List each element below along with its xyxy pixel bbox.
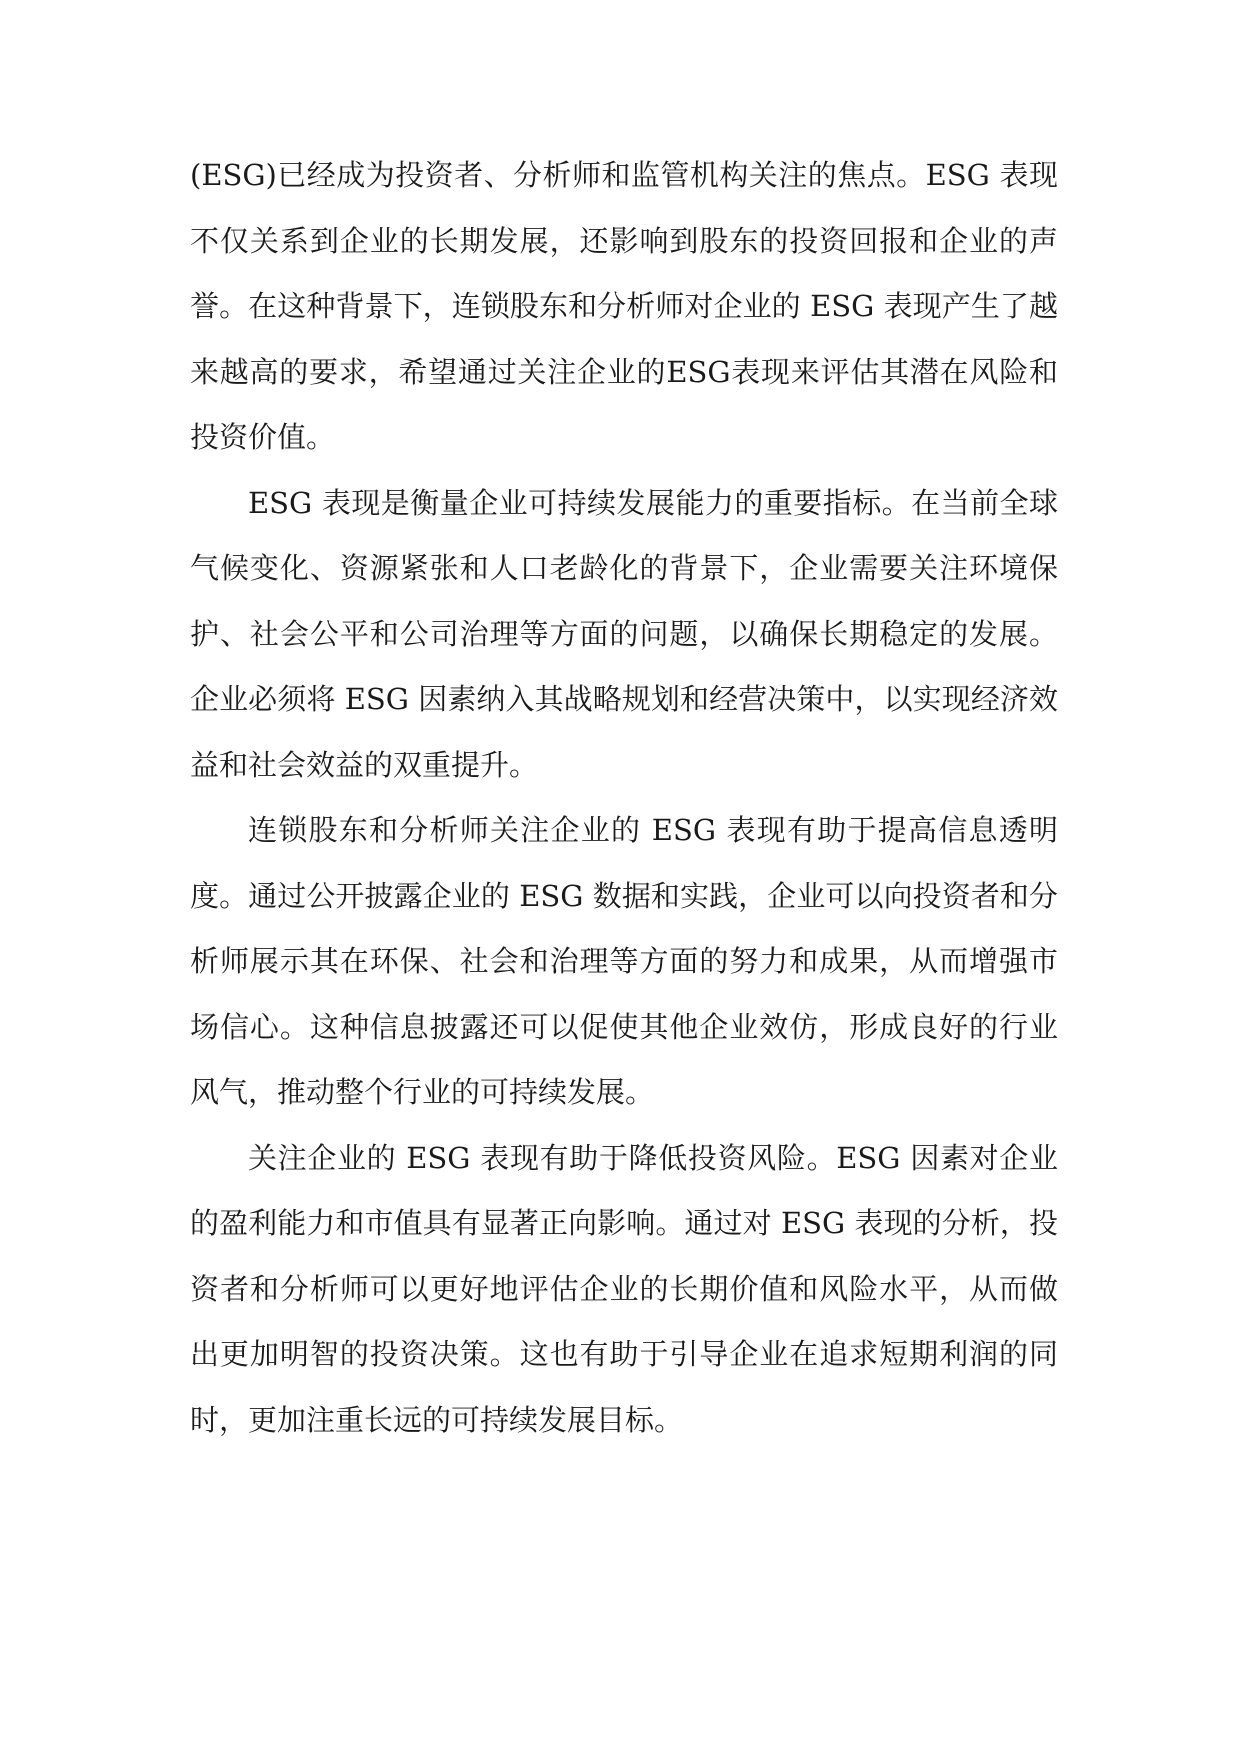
paragraph-1: (ESG)已经成为投资者、分析师和监管机构关注的焦点。ESG 表现不仅关系到企业的长期发展，还影响到股东的投资回报和企业的声誉。在这种背景下，连锁股东和分析师对企业的 ESG 表现产生了越来越高的要求，希望通过关注企业的ESG表现来评估其潜在风险和投资价值。 bbox=[190, 158, 1058, 454]
paragraph-3: 连锁股东和分析师关注企业的 ESG 表现有助于提高信息透明度。通过公开披露企业的 ESG 数据和实践，企业可以向投资者和分析师展示其在环保、社会和治理等方面的努力和成果，从而增强市场信心。这种信息披露还可以促使其他企业效仿，形成良好的行业风气，推动整个行业的可持续发展。 bbox=[190, 813, 1058, 1109]
paragraph-4: 关注企业的 ESG 表现有助于降低投资风险。ESG 因素对企业的盈利能力和市值具有显著正向影响。通过对 ESG 表现的分析，投资者和分析师可以更好地评估企业的长期价值和风险水平，从而做出更加明智的投资决策。这也有助于引导企业在追求短期利润的同时，更加注重长远的可持续发展目标。 bbox=[190, 1140, 1058, 1437]
document-body bbox=[190, 143, 1058, 1453]
paragraph-2: ESG 表现是衡量企业可持续发展能力的重要指标。在当前全球气候变化、资源紧张和人口老龄化的背景下，企业需要关注环境保护、社会公平和公司治理等方面的问题，以确保长期稳定的发展。企业必须将 ESG 因素纳入其战略规划和经营决策中，以实现经济效益和社会效益的双重提升。 bbox=[190, 485, 1058, 782]
